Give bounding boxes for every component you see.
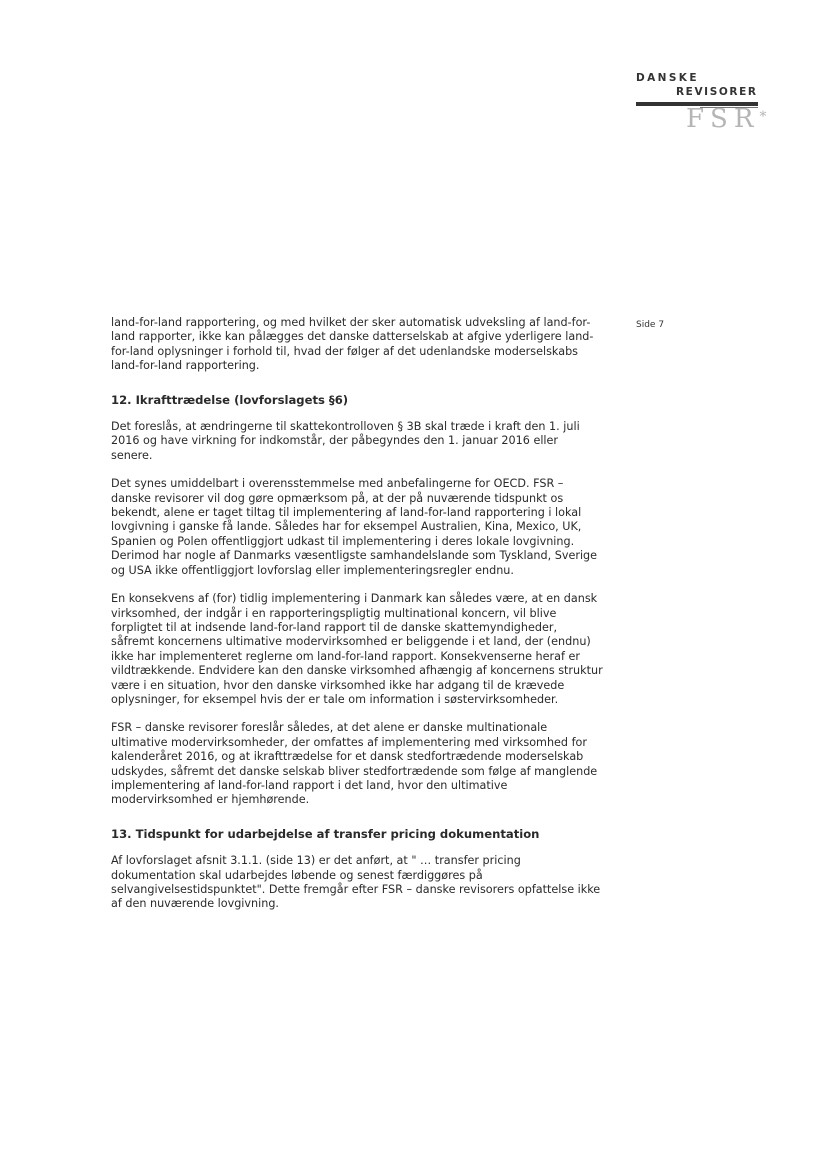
section-13-paragraph-1: Af lovforslaget afsnit 3.1.1. (side 13) er det anført, at " … transfer pricing dokumentation skal udarbejdes løbende og senest færdiggøres på selvangivelsestidspunktet". Dette fremgår efter FSR – danske revisorers opfattelse ikke af den nuværende lovgivning. — [111, 854, 601, 911]
fsr-logo — [620, 72, 767, 134]
intro-paragraph: land-for-land rapportering, og med hvilket der sker automatisk udveksling af land-for-land rapporter, ikke kan pålægges det danske datterselskab at afgive yderligere land-for-land oplysninger i forhold til, hvad der følger af det udenlandske moderselskabs land-for-land rapportering. — [111, 316, 594, 373]
section-12-paragraph-4: FSR – danske revisorer foreslår således, at det alene er danske multinationale ultimative modervirksomheder, der omfattes af implementering med virksomhed for kalenderåret 2016, og at ikrafttrædelse for et dansk stedfortrædende moderselskab udskydes, såfremt det danske selskab bliver stedfortrædende som følge af manglende implementering af land-for-land rapport i det land, hvor den ultimative modervirksomhed er hjemhørende. — [111, 721, 598, 807]
section-12-paragraph-2: Det synes umiddelbart i overensstemmelse med anbefalingerne for OECD. FSR – danske revisorer vil dog gøre opmærksom på, at der på nuværende tidspunkt os bekendt, alene er taget tiltag til implementering af land-for-land rapportering i lokal lovgivning i ganske få lande. Således har for eksempel Australien, Kina, Mexico, UK, Spanien og Polen offentliggjort udkast til implementering i deres lokale lovgivning. Derimod har nogle af Danmarks væsentligste samhandelslande som Tyskland, Sverige og USA ikke offentliggjort lovforslag eller implementeringsregler endnu. — [111, 477, 598, 577]
section-12-heading: 12. Ikrafttrædelse (lovforslagets §6) — [111, 392, 349, 407]
section-12-paragraph-1: Det foreslås, at ændringerne til skattekontrolloven § 3B skal træde i kraft den 1. juli 2016 og have virkning for indkomstår, der påbegyndes den 1. januar 2016 eller senere. — [111, 420, 580, 462]
section-12-paragraph-3: En konsekvens af (for) tidlig implementering i Danmark kan således være, at en dansk virksomhed, der indgår i en rapporteringspligtig multinational koncern, vil blive forpligtet til at indsende land-for-land rapport til de danske skattemyndigheder, såfremt koncernens ultimative modervirksomhed er beliggende i et land, der (endnu) ikke har implementeret reglerne om land-for-land rapport. Konsekvenserne heraf er vildtrækkende. Endvidere kan den danske virksomhed afhængig af koncernens struktur være i en situation, hvor den danske virksomhed ikke har adgang til de krævede oplysninger, for eksempel hvis der er tale om information i søstervirksomheder. — [111, 592, 603, 706]
section-13-heading: 13. Tidspunkt for udarbejdelse af transfer pricing dokumentation — [111, 826, 540, 841]
logo-mark-text: FSR — [686, 104, 760, 134]
page-number: Side 7 — [636, 320, 665, 330]
logo-line-revisorer: REVISORER — [676, 86, 758, 98]
document-body — [111, 316, 603, 912]
logo-line-danske: DANSKE — [636, 72, 699, 84]
logo-mark — [686, 106, 766, 132]
logo-star: * — [759, 109, 767, 125]
